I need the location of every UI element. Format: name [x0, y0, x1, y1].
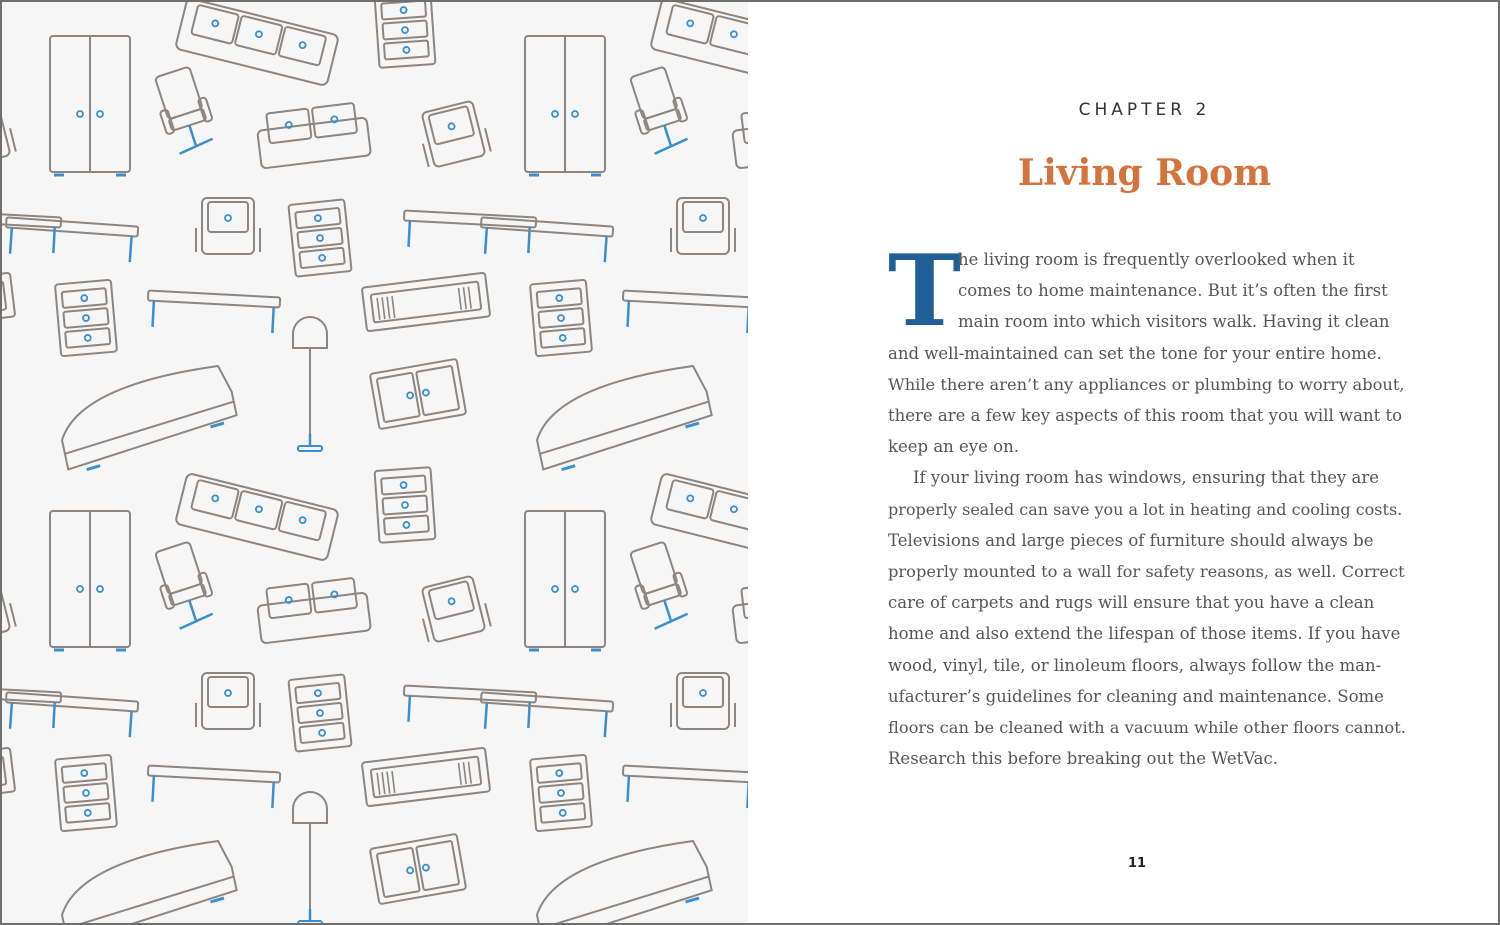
body-text [888, 234, 1406, 774]
text-line: wood, vinyl, tile, or linoleum floors, always follow the man- [888, 655, 1382, 675]
text-line: Research this before breaking out the WetVac. [888, 749, 1278, 769]
text-line: properly mounted to a wall for safety reasons, as well. Correct [888, 562, 1405, 582]
page-number: 11 [1128, 856, 1147, 871]
text-line: keep an eye on. [888, 437, 1019, 457]
text-line: floors can be cleaned with a vacuum while other floors cannot. [888, 718, 1406, 738]
text-line: Televisions and large pieces of furniture should always be [888, 530, 1374, 550]
furniture-pattern-page [2, 2, 748, 923]
text-line: comes to home maintenance. But it’s often the first [958, 281, 1388, 301]
text-line: care of carpets and rugs will ensure that you have a clean [888, 593, 1375, 613]
chapter-title: Living Room [1017, 152, 1272, 194]
text-line: home and also extend the lifespan of those items. If you have [888, 624, 1401, 644]
drop-cap: T [888, 234, 961, 349]
text-line: If your living room has windows, ensuring that they are [913, 468, 1380, 488]
text-line: he living room is frequently overlooked when it [958, 250, 1355, 269]
paragraph-2 [888, 462, 1406, 774]
chapter-label: CHAPTER 2 [1078, 100, 1211, 120]
text-line: While there aren’t any appliances or plumbing to worry about, [888, 374, 1405, 394]
paragraph-1 [888, 234, 1406, 462]
text-line: and well-maintained can set the tone for your entire home. [888, 343, 1382, 363]
text-line: ufacturer’s guidelines for cleaning and maintenance. Some [888, 686, 1384, 706]
text-line: properly sealed can save you a lot in heating and cooling costs. [888, 499, 1403, 519]
text-line: there are a few key aspects of this room that you will want to [888, 406, 1403, 426]
text-line: main room into which visitors walk. Having it clean [958, 312, 1390, 332]
text-page [748, 2, 1498, 923]
furniture-pattern [2, 2, 748, 923]
